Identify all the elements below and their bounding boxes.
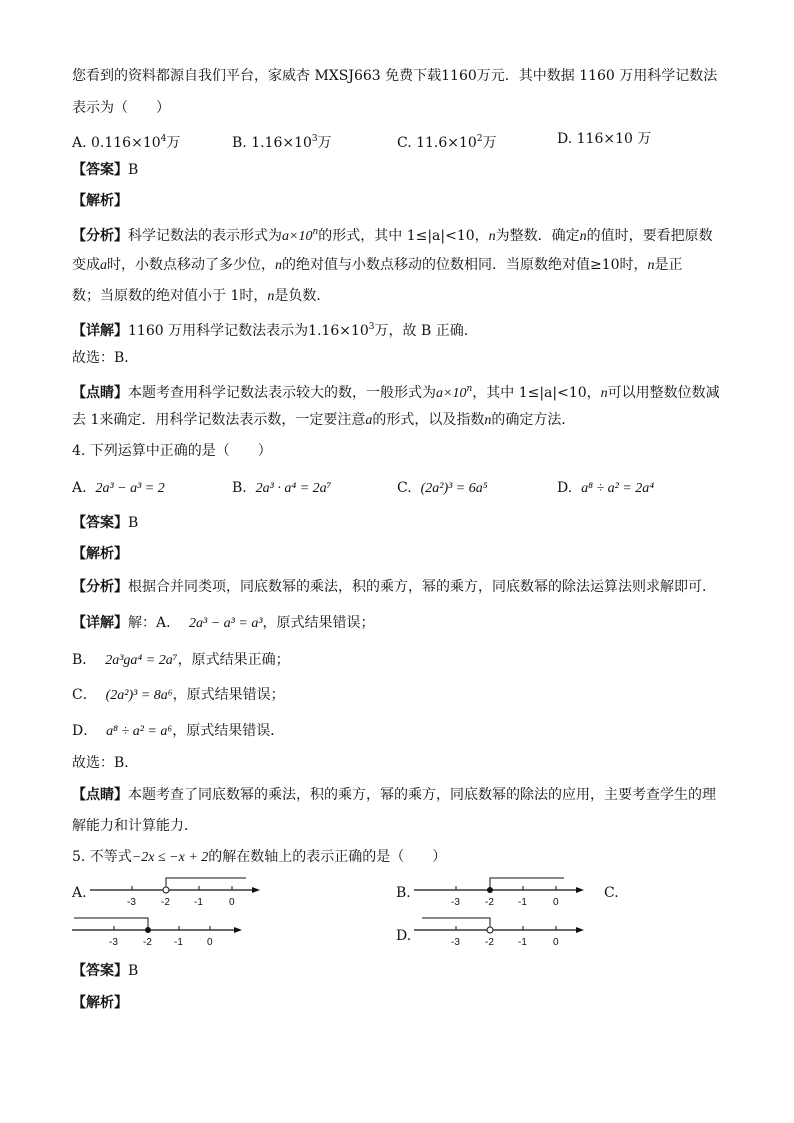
q5-answer: 【答案】B	[72, 963, 139, 979]
q3-stem-line-1: 您看到的资料都源自我们平台，家威杏 MXSJ663 免费下载1160万元．其中数据 1160 万用科学记数法	[72, 68, 718, 84]
q4-analysis-heading: 【解析】	[72, 546, 128, 562]
q4-conclusion: 故选：B．	[72, 755, 139, 771]
q5-option-b-number-line	[414, 872, 584, 910]
q4-xiangjie-a: 【详解】解：A． 2a³ − a³ = a³，原式结果错误；	[72, 615, 375, 631]
q3-fenxi-line-2: 变成a时，小数点移动了多少位，n的绝对值与小数点移动的位数相同．当原数绝对值≥10时，n是正	[72, 257, 683, 273]
tick-label: 0	[207, 937, 213, 948]
q4-dianjing-line-2: 解能力和计算能力．	[72, 818, 198, 834]
tick-label: -3	[451, 937, 460, 948]
q3-option-d: D. 116×10 万	[557, 131, 652, 147]
q3-xiangjie: 【详解】1160 万用科学记数法表示为$1.16\times 10^3$万，故 B 正确．	[72, 322, 478, 339]
q3-fenxi-line-1: 【分析】科学记数法的表示形式为$a\times 10^n$的形式，其中 1≤|a|<10，n为整数．确定n的值时，要看把原数	[72, 227, 713, 244]
q3-conclusion: 故选：B．	[72, 350, 139, 366]
tick-label: -3	[451, 897, 460, 908]
q3-option-a: A. $0.116\times 10^4$万	[72, 134, 181, 151]
q5-analysis-heading: 【解析】	[72, 995, 128, 1011]
q3-stem-line-2: 表示为（ ）	[72, 100, 170, 116]
tick-label: -2	[485, 897, 494, 908]
q5-option-d-number-line	[414, 912, 584, 950]
q3-answer: 【答案】B	[72, 162, 139, 178]
q4-option-d: D. a⁸ ÷ a² = 2a⁴	[557, 480, 655, 496]
q5-option-a-label: A.	[72, 885, 87, 901]
q5-option-c-number-line	[72, 912, 242, 950]
q5-option-a-number-line	[90, 872, 260, 910]
q4-option-a: A. 2a³ − a³ = 2	[72, 480, 165, 496]
q4-xiangjie-d: D． a⁸ ÷ a² = a⁶，原式结果错误．	[72, 723, 285, 739]
tick-label: -1	[194, 897, 203, 908]
q3-dianjing-line-2: 去 1来确定．用科学记数法表示数，一定要注意a的形式，以及指数n的确定方法．	[72, 412, 576, 428]
q3-dianjing-line-1: 【点睛】本题考查用科学记数法表示较大的数，一般形式为$a\times 10^n$，其中 1≤|a|<10，n可以用整数位数减	[72, 384, 720, 401]
tick-label: -3	[109, 937, 118, 948]
q4-xiangjie-c: C． (2a²)³ = 8a⁶，原式结果错误；	[72, 687, 285, 703]
q4-fenxi: 【分析】根据合并同类项，同底数幂的乘法，积的乘方，幂的乘方，同底数幂的除法运算法则求解即可．	[72, 579, 716, 595]
tick-label: 0	[553, 897, 559, 908]
tick-label: -2	[143, 937, 152, 948]
tick-label: -2	[485, 937, 494, 948]
tick-label: 0	[553, 937, 559, 948]
tick-label: -1	[518, 937, 527, 948]
tick-label: -1	[174, 937, 183, 948]
q4-answer: 【答案】B	[72, 515, 139, 531]
q4-stem: 4. 下列运算中正确的是（ ）	[72, 443, 272, 459]
q3-option-b: B. $1.16\times 10^3$万	[232, 134, 332, 151]
q3-analysis-heading: 【解析】	[72, 193, 128, 209]
q3-option-c: C. $11.6\times 10^2$万	[397, 134, 497, 151]
q4-dianjing-line-1: 【点睛】本题考查了同底数幂的乘法，积的乘方，幂的乘方，同底数幂的除法的应用，主要考查学生的理	[72, 787, 716, 803]
q4-xiangjie-b: B． 2a³ga⁴ = 2a⁷，原式结果正确；	[72, 652, 290, 668]
tick-label: 0	[229, 897, 235, 908]
q5-option-b-label: B.	[396, 885, 411, 901]
q4-option-c: C. (2a²)³ = 6a⁵	[397, 480, 488, 496]
q3-fenxi-line-3: 数；当原数的绝对值小于 1时，n是负数．	[72, 288, 331, 304]
q5-stem: 5. 不等式−2x ≤ −x + 2的解在数轴上的表示正确的是（ ）	[72, 849, 447, 865]
q4-option-b: B. 2a³ · a⁴ = 2a⁷	[232, 480, 332, 496]
tick-label: -1	[518, 897, 527, 908]
q5-option-d-label: D.	[396, 928, 412, 944]
tick-label: -2	[161, 897, 170, 908]
tick-label: -3	[127, 897, 136, 908]
q5-option-c-label: C.	[604, 885, 619, 901]
